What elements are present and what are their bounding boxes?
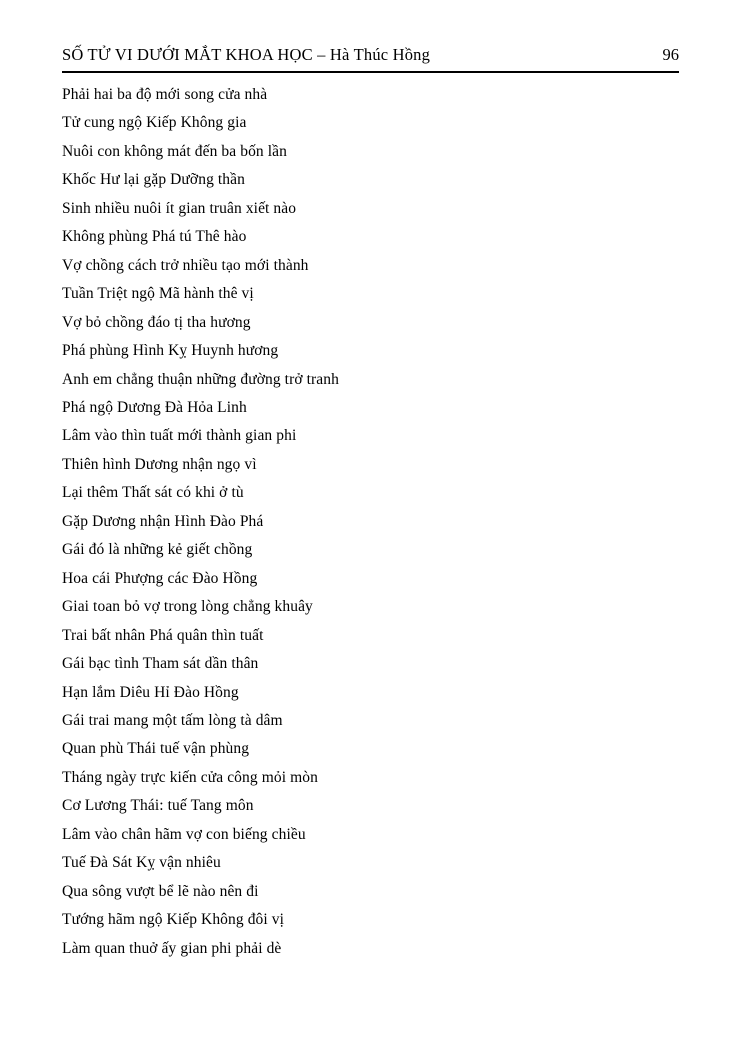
poem-line: Không phùng Phá tú Thê hào: [62, 228, 247, 246]
poem-line: Sinh nhiều nuôi ít gian truân xiết nào: [62, 199, 297, 217]
poem-line: Tuần Triệt ngộ Mã hành thê vị: [62, 285, 254, 303]
poem-line: Gái trai mang một tấm lòng tà dâm: [62, 711, 283, 729]
poem-line: Gái đó là những kẻ giết chồng: [62, 541, 253, 559]
poem-line: Tướng hãm ngộ Kiếp Không đôi vị: [62, 911, 285, 929]
page-number: 96: [662, 45, 679, 64]
poem-line: Lâm vào thìn tuất mới thành gian phi: [62, 427, 297, 445]
header-rule: [62, 71, 679, 73]
poem-line: Nuôi con không mát đến ba bốn lần: [62, 142, 287, 160]
poem-line: Tử cung ngộ Kiếp Không gia: [62, 114, 247, 132]
poem-line: Quan phù Thái tuế vận phùng: [62, 740, 250, 758]
poem-line: Gái bạc tình Tham sát dần thân: [62, 655, 259, 673]
poem-line: Phá phùng Hình Kỵ Huynh hương: [62, 342, 279, 360]
poem-line: Giai toan bỏ vợ trong lòng chẳng khuây: [62, 598, 313, 616]
poem-line: Làm quan thuở ấy gian phi phải dè: [62, 939, 282, 957]
poem-line: Phải hai ba độ mới song cửa nhà: [62, 86, 268, 103]
poem-line: Qua sông vượt bể lẽ nào nên đi: [62, 882, 259, 900]
page-header: [62, 44, 679, 66]
header-title: SỐ TỬ VI DƯỚI MẮT KHOA HỌC – Hà Thúc Hồng: [62, 45, 431, 64]
poem-line: Cơ Lương Thái: tuế Tang môn: [62, 797, 254, 815]
poem-line: Anh em chẳng thuận những đường trở tranh: [62, 370, 339, 388]
poem-line: Khốc Hư lại gặp Dưỡng thần: [62, 171, 245, 189]
poem-line: Hạn lắm Diêu Hỉ Đào Hồng: [62, 683, 239, 701]
poem-line: Phá ngộ Dương Đà Hỏa Linh: [62, 398, 247, 416]
poem: [62, 81, 702, 963]
poem-line: Trai bất nhân Phá quân thìn tuất: [62, 626, 264, 644]
poem-line: Vợ chồng cách trở nhiều tạo mới thành: [62, 256, 309, 274]
poem-line: Vợ bỏ chồng đáo tị tha hương: [62, 313, 251, 331]
poem-line: Thiên hình Dương nhận ngọ vì: [62, 455, 257, 473]
poem-line: Lại thêm Thất sát có khi ở tù: [62, 484, 244, 502]
poem-line: Tháng ngày trực kiến cửa công mỏi mòn: [62, 768, 318, 786]
poem-line: Hoa cái Phượng các Đào Hồng: [62, 569, 258, 587]
poem-line: Tuế Đà Sát Kỵ vận nhiêu: [62, 854, 221, 872]
poem-line: Gặp Dương nhận Hình Đào Phá: [62, 512, 264, 530]
poem-line: Lâm vào chân hãm vợ con biếng chiều: [62, 825, 306, 843]
